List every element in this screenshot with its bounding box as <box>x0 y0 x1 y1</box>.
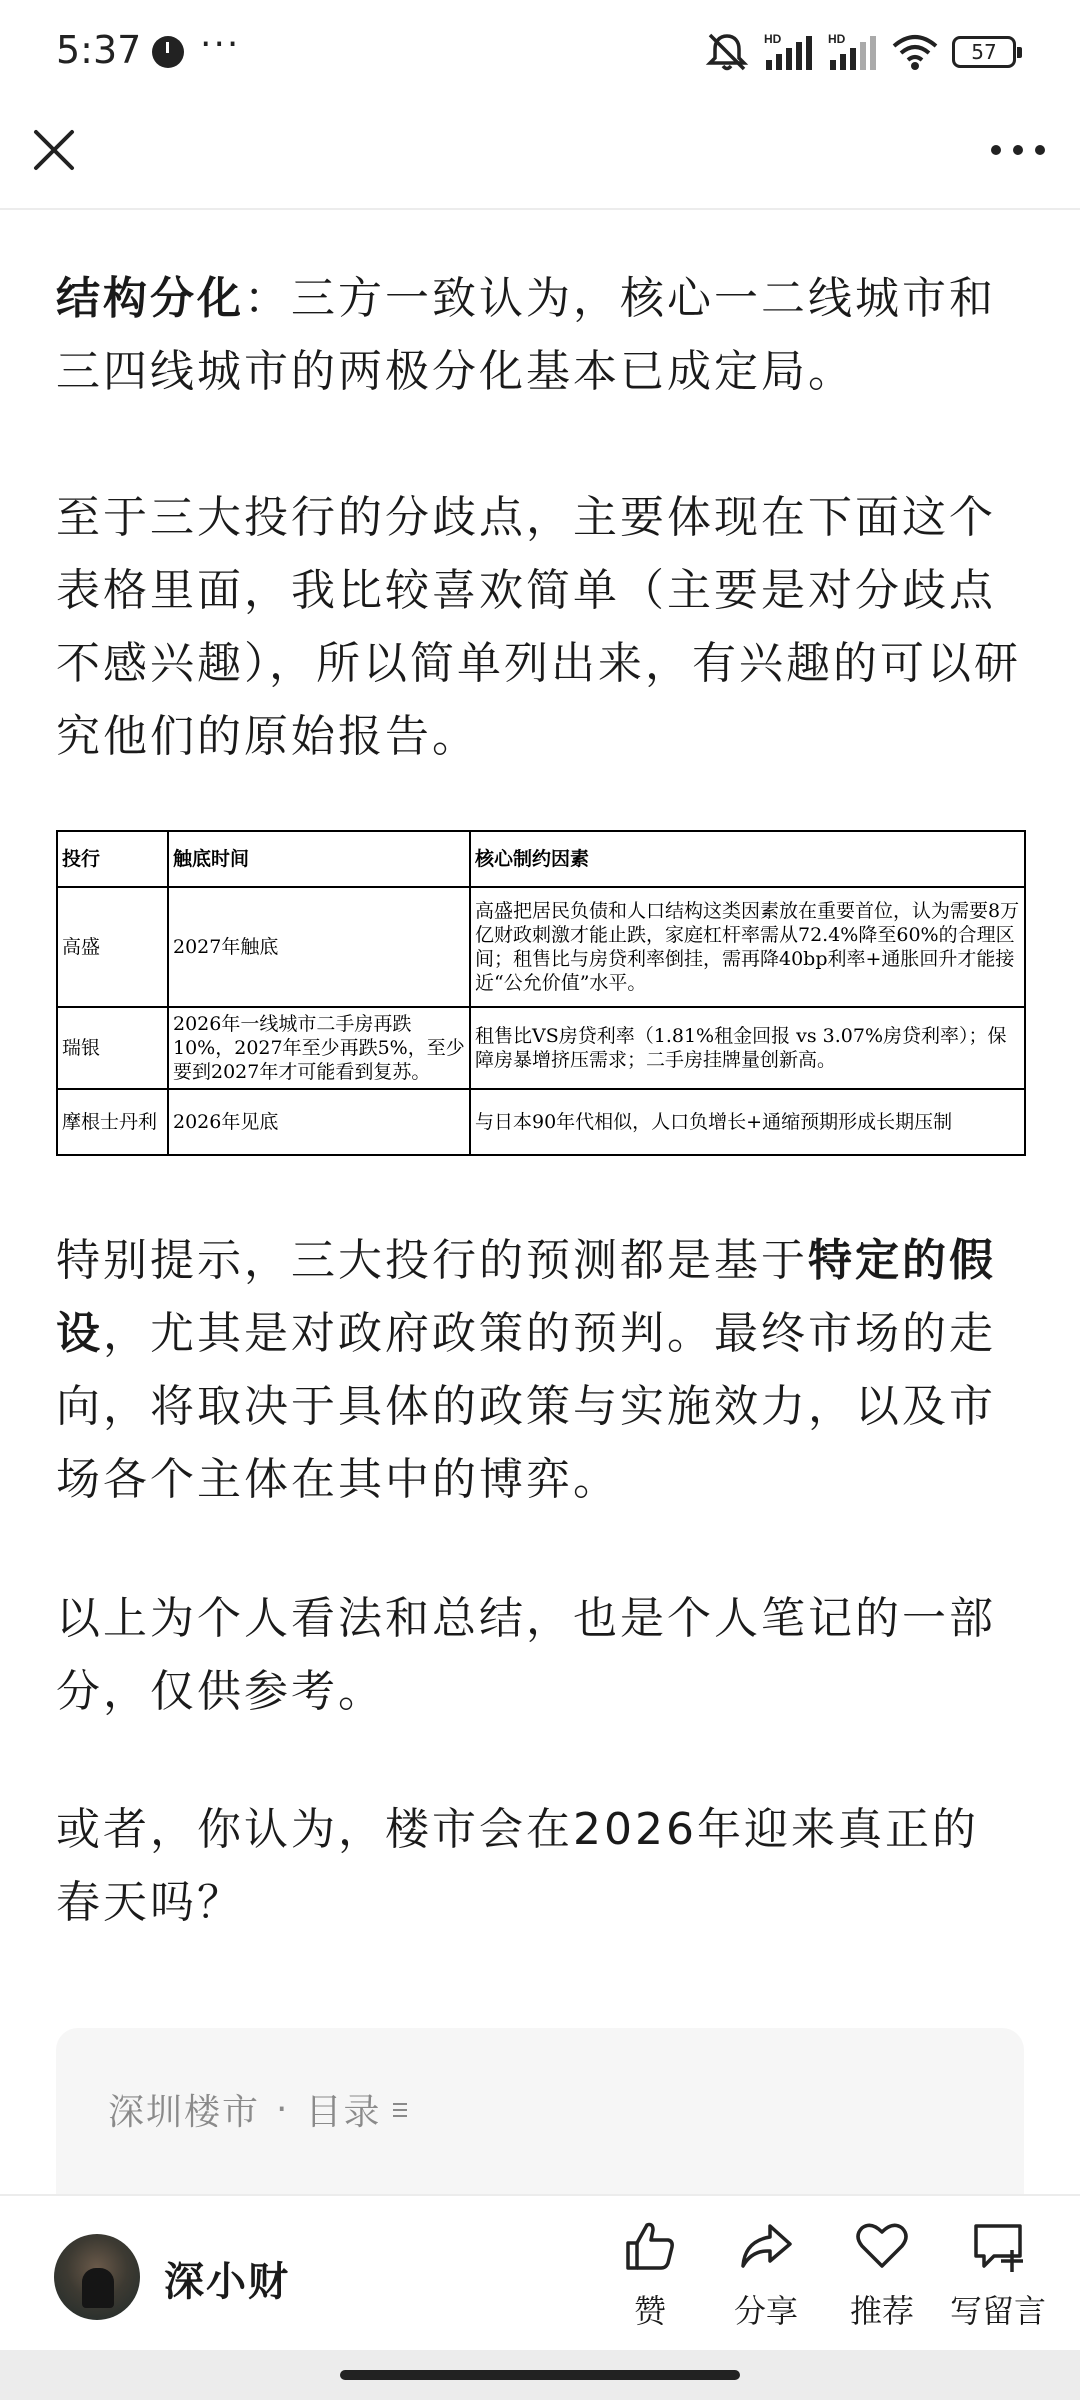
table-header-cell: 核心制约因素 <box>470 831 1025 887</box>
paragraph-bold-lead: 结构分化 <box>56 273 244 324</box>
paragraph-bold: 特定的假设 <box>56 1235 996 1359</box>
comment-add-icon <box>968 2216 1028 2276</box>
paragraph-disagreement: 至于三大投行的分歧点，主要体现在下面这个表格里面，我比较喜欢简单（主要是对分歧点不感兴趣），所以简单列出来，有兴趣的可以研究他们的原始报告。 <box>56 492 1021 762</box>
paragraph-structure <box>56 262 1024 408</box>
comparison-table <box>56 830 1026 1156</box>
article-body <box>56 218 1024 773</box>
more-icon[interactable] <box>982 122 1054 178</box>
paragraph-text: 特别提示，三大投行的预测都是基于 <box>56 1235 808 1286</box>
table-cell: 瑞银 <box>57 1007 168 1089</box>
paragraph-disclaimer: 以上为个人看法和总结，也是个人笔记的一部分，仅供参考。 <box>56 1593 996 1717</box>
table-cell: 高盛 <box>57 887 168 1007</box>
close-icon[interactable] <box>26 122 82 178</box>
clock-icon <box>152 36 184 68</box>
signal-icon <box>764 32 814 72</box>
collection-separator: · <box>276 2089 290 2130</box>
comment-button[interactable] <box>940 2216 1056 2332</box>
thumbs-up-icon <box>620 2216 680 2276</box>
paragraph-text: ，尤其是对政府政策的预判。最终市场的走向，将取决于具体的政策与实施效力，以及市场各个主体在其中的博弈。 <box>56 1308 996 1505</box>
comment-label: 写留言 <box>949 2292 1046 2330</box>
share-icon <box>736 2216 796 2276</box>
paragraph-text: ：三方一致认为，核心一二线城市和三四线城市的两极分化基本已成定局。 <box>56 273 996 397</box>
gesture-navigation-bar <box>0 2350 1080 2400</box>
status-more-indicator: ··· <box>200 24 241 65</box>
directory-label[interactable]: 目录 <box>305 2092 382 2133</box>
table-cell: 租售比VS房贷利率（1.81%租金回报 vs 3.07%房贷利率）；保障房暴增挤压需求；二手房挂牌量创新高。 <box>470 1007 1025 1089</box>
author-name[interactable]: 深小财 <box>164 2259 290 2305</box>
table-cell: 2026年一线城市二手房再跌10%，2027年至少再跌5%，至少要到2027年才可能看到复苏。 <box>168 1007 470 1089</box>
action-group <box>592 2216 1056 2332</box>
table-header-cell: 投行 <box>57 831 168 887</box>
share-button[interactable] <box>708 2216 824 2332</box>
heart-icon <box>852 2216 912 2276</box>
home-indicator[interactable] <box>340 2370 740 2380</box>
table-row <box>57 1089 1025 1155</box>
status-bar <box>0 0 1080 100</box>
comparison-table-image[interactable] <box>56 830 1024 1154</box>
bottom-action-bar <box>0 2194 1080 2350</box>
table-cell: 高盛把居民负债和人口结构这类因素放在重要首位，认为需要8万亿财政刺激才能止跌，家庭杠杆率需从72.4%降至60%的合理区间；租售比与房贷利率倒挂，需再降40bp利率+通胀回升才能接近“公允价值”水平。 <box>470 887 1025 1007</box>
wifi-icon <box>892 32 938 72</box>
table-cell: 2027年触底 <box>168 887 470 1007</box>
table-row <box>57 887 1025 1007</box>
collection-card[interactable] <box>56 2028 1024 2200</box>
list-icon <box>391 2099 409 2121</box>
table-header-row <box>57 831 1025 887</box>
paragraph-question: 或者，你认为，楼市会在2026年迎来真正的春天吗？ <box>56 1804 979 1928</box>
status-time: 5:37 <box>56 28 142 72</box>
signal-icon <box>828 32 878 72</box>
share-label: 分享 <box>733 2292 798 2330</box>
like-button[interactable] <box>592 2216 708 2332</box>
collection-directory[interactable] <box>108 2084 409 2135</box>
article-header <box>0 100 1080 210</box>
mute-icon <box>704 32 750 72</box>
battery-level: 57 <box>971 40 997 64</box>
paragraph-note <box>56 1224 1024 1516</box>
recommend-label: 推荐 <box>849 2292 914 2330</box>
network-type-2: HD <box>828 32 846 46</box>
avatar[interactable] <box>54 2234 140 2320</box>
table-cell: 与日本90年代相似，人口负增长+通缩预期形成长期压制 <box>470 1089 1025 1155</box>
network-type-1: HD <box>764 32 782 46</box>
table-cell: 2026年见底 <box>168 1089 470 1155</box>
table-row <box>57 1007 1025 1089</box>
table-cell: 摩根士丹利 <box>57 1089 168 1155</box>
recommend-button[interactable] <box>824 2216 940 2332</box>
like-label: 赞 <box>633 2292 666 2330</box>
battery-icon <box>952 36 1016 68</box>
collection-name[interactable]: 深圳楼市 <box>108 2092 261 2133</box>
table-header-cell: 触底时间 <box>168 831 470 887</box>
